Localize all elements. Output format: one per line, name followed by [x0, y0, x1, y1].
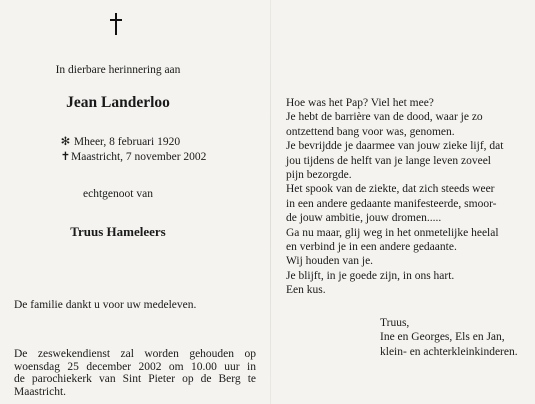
notice-line: de parochiekerk van Sint Pieter op de Berg te	[14, 373, 256, 386]
poem-line: Je blijft, in je goede zijn, in ons hart.	[286, 269, 455, 282]
poem-line: de jouw ambitie, jouw dromen.....	[286, 212, 442, 225]
poem-line: pijn bezorgde.	[286, 169, 352, 182]
signoff-line: Truus,	[380, 317, 410, 329]
intro-text: In dierbare herinnering aan	[55, 64, 181, 76]
birth-line	[60, 135, 206, 150]
poem-line: ontzettend bang voor was, genomen.	[286, 125, 455, 138]
dates-block	[60, 135, 206, 165]
birth-text: Mheer, 8 februari 1920	[73, 136, 181, 148]
poem-line: jou tijdens de helft van je lange leven zoveel	[286, 154, 492, 167]
poem-line: Het spook van de ziekte, dat zich steeds weer	[286, 183, 495, 196]
notice-line: woensdag 25 december 2002 om 10.00 uur in	[14, 360, 256, 373]
death-line	[60, 150, 206, 165]
poem	[286, 96, 518, 298]
right-panel	[270, 0, 535, 404]
cross-icon	[109, 13, 123, 35]
poem-line: Een kus.	[286, 284, 326, 297]
signoff	[380, 316, 518, 359]
signoff-line: Ine en Georges, Els en Jan,	[380, 331, 505, 344]
poem-line: en verbind je in een andere gedaante.	[286, 241, 457, 254]
poem-line: Je hebt de barrière van de dood, waar je zo	[286, 111, 483, 124]
notice-line: De zeswekendienst zal worden gehouden op	[14, 348, 256, 360]
thanks-text: De familie dankt u voor uw medeleven.	[14, 299, 197, 311]
poem-line: in een andere gedaante manifesteerde, smoor-	[286, 197, 497, 210]
death-cross-icon: ✝	[60, 151, 71, 163]
notice-line: Maastricht.	[14, 385, 67, 398]
poem-line: Ga nu maar, glij weg in het onmetelijke heelal	[286, 226, 499, 239]
birth-star-icon: ✻	[60, 136, 71, 148]
deceased-name: Jean Landerloo	[66, 94, 170, 111]
service-notice	[14, 348, 256, 398]
signoff-line: klein- en achterkleinkinderen.	[380, 345, 518, 358]
poem-line: Wij houden van je.	[286, 255, 374, 268]
poem-line: Hoe was het Pap? Viel het mee?	[286, 97, 434, 109]
spouse-name: Truus Hameleers	[70, 224, 166, 239]
spouse-of-label: echtgenoot van	[83, 188, 153, 200]
death-text: Maastricht, 7 november 2002	[71, 151, 207, 163]
poem-line: Je bevrijdde je daarmee van jouw zieke lijf, dat	[286, 140, 504, 153]
